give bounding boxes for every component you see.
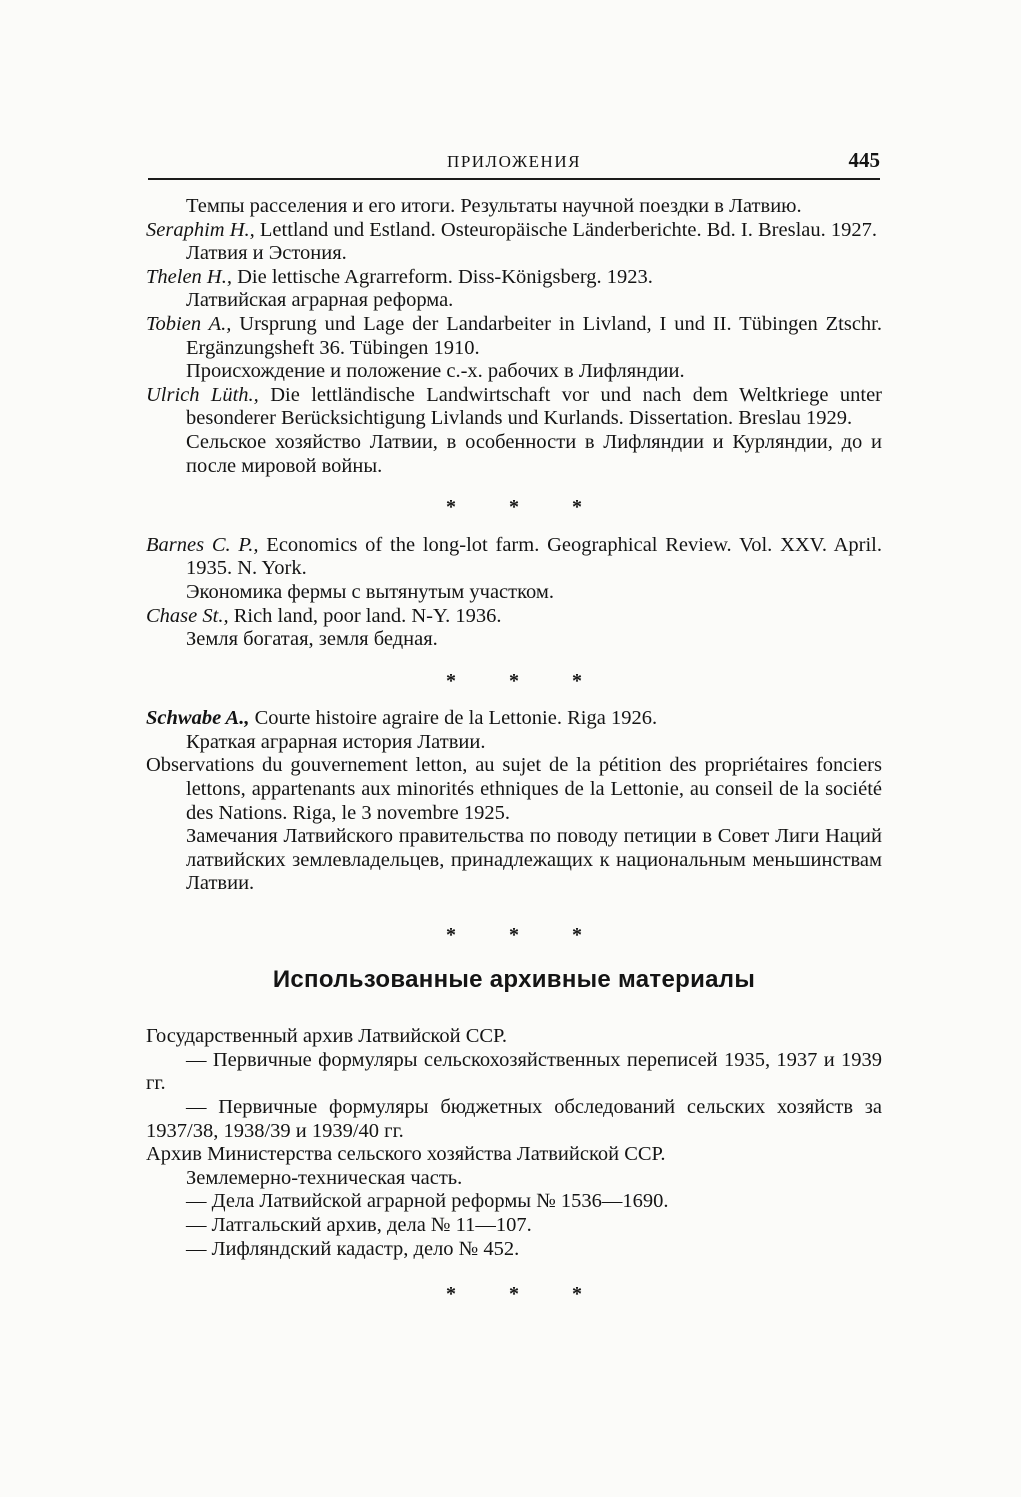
page-number: 445 [848, 148, 880, 172]
bib-entry: Observations du gouvernement letton, au sujet de la pétition des propriétaires fonciers lettons, appartenants aux minorités ethniques de la Lettonie, au conseil de la société des Nations. Riga, le 3 novembre 1925. [146, 754, 882, 824]
bib-translation: Сельское хозяйство Латвии, в особенности в Лифляндии и Курляндии, до и после мировой войны. [186, 430, 882, 477]
bib-author: Barnes C. P., [146, 533, 259, 556]
bib-author: Chase St., [146, 604, 229, 627]
archive-list [146, 1025, 882, 1261]
section-divider-stars: * * * [446, 924, 606, 947]
section-divider-stars: * * * [446, 496, 606, 519]
archive-item: — Дела Латвийской аграрной реформы № 1536—1690. [186, 1190, 669, 1213]
bibliography-group-2 [146, 534, 882, 652]
bibliography-group-1 [146, 195, 882, 478]
running-title: ПРИЛОЖЕНИЯ [447, 152, 581, 171]
bib-translation: Латвийская аграрная реформа. [186, 289, 454, 312]
bib-entry: Tobien A., Ursprung und Lage der Landarbeiter in Livland, I und II. Tübingen Ztschr. Ergänzungsheft 36. Tübingen 1910. [146, 312, 882, 359]
section-divider-stars: * * * [446, 1283, 606, 1306]
bib-author: Thelen H., [146, 265, 232, 288]
archive-name: Государственный архив Латвийской ССР. [146, 1025, 508, 1048]
bib-translation: Происхождение и положение с.-х. рабочих в Лифляндии. [186, 360, 685, 383]
bib-translation: Краткая аграрная история Латвии. [186, 730, 486, 753]
bib-entry: Schwabe A., Courte histoire agraire de la Lettonie. Riga 1926. [146, 707, 658, 730]
archive-name: Архив Министерства сельского хозяйства Латвийской ССР. [146, 1143, 666, 1166]
bib-author: Seraphim H., [146, 218, 255, 241]
bib-author: Tobien A., [146, 312, 232, 335]
section-divider-stars: * * * [446, 669, 606, 692]
bib-entry: Chase St., Rich land, poor land. N-Y. 1936. [146, 604, 502, 627]
running-header [148, 148, 880, 180]
archive-item: — Первичные формуляры бюджетных обследований сельских хозяйств за 1937/38, 1938/39 и 1939/40 гг. [146, 1096, 882, 1142]
bib-translation: Темпы расселения и его итоги. Результаты научной поездки в Латвию. [186, 195, 802, 217]
bib-entry: Ulrich Lüth., Die lettländische Landwirtschaft vor und nach dem Weltkriege unter besonderer Berücksichtigung Livlands und Kurlands. Dissertation. Breslau 1929. [146, 383, 882, 430]
bib-author: Schwabe A., [146, 707, 250, 730]
bibliography [146, 195, 882, 1321]
section-title: Использованные архивные материалы [272, 965, 756, 993]
bib-translation: Латвия и Эстония. [186, 242, 347, 265]
archive-item: — Лифляндский кадастр, дело № 452. [186, 1237, 520, 1260]
bib-translation: Замечания Латвийского правительства по поводу петиции в Совет Лиги Наций латвийских землевладельцев, принадлежащих к национальным меньшинствам Латвии. [186, 825, 882, 895]
bib-entry: Thelen H., Die lettische Agrarreform. Diss-Königsberg. 1923. [146, 265, 653, 288]
archive-item: — Первичные формуляры сельскохозяйственных переписей 1935, 1937 и 1939 гг. [146, 1048, 882, 1095]
bib-entry: Barnes C. P., Economics of the long-lot farm. Geographical Review. Vol. XXV. April. 1935. N. York. [146, 533, 882, 580]
bibliography-group-3 [146, 707, 882, 896]
archive-item: — Латгальский архив, дела № 11—107. [186, 1213, 532, 1236]
archive-department: Землемерно-техническая часть. [186, 1166, 463, 1189]
bib-translation: Земля богатая, земля бедная. [186, 628, 438, 651]
bib-translation: Экономика фермы с вытянутым участком. [186, 580, 554, 603]
bib-author: Ulrich Lüth., [146, 383, 259, 406]
bib-entry: Seraphim H., Lettland und Estland. Osteuropäische Länderberichte. Bd. I. Breslau. 1927. [146, 218, 877, 241]
